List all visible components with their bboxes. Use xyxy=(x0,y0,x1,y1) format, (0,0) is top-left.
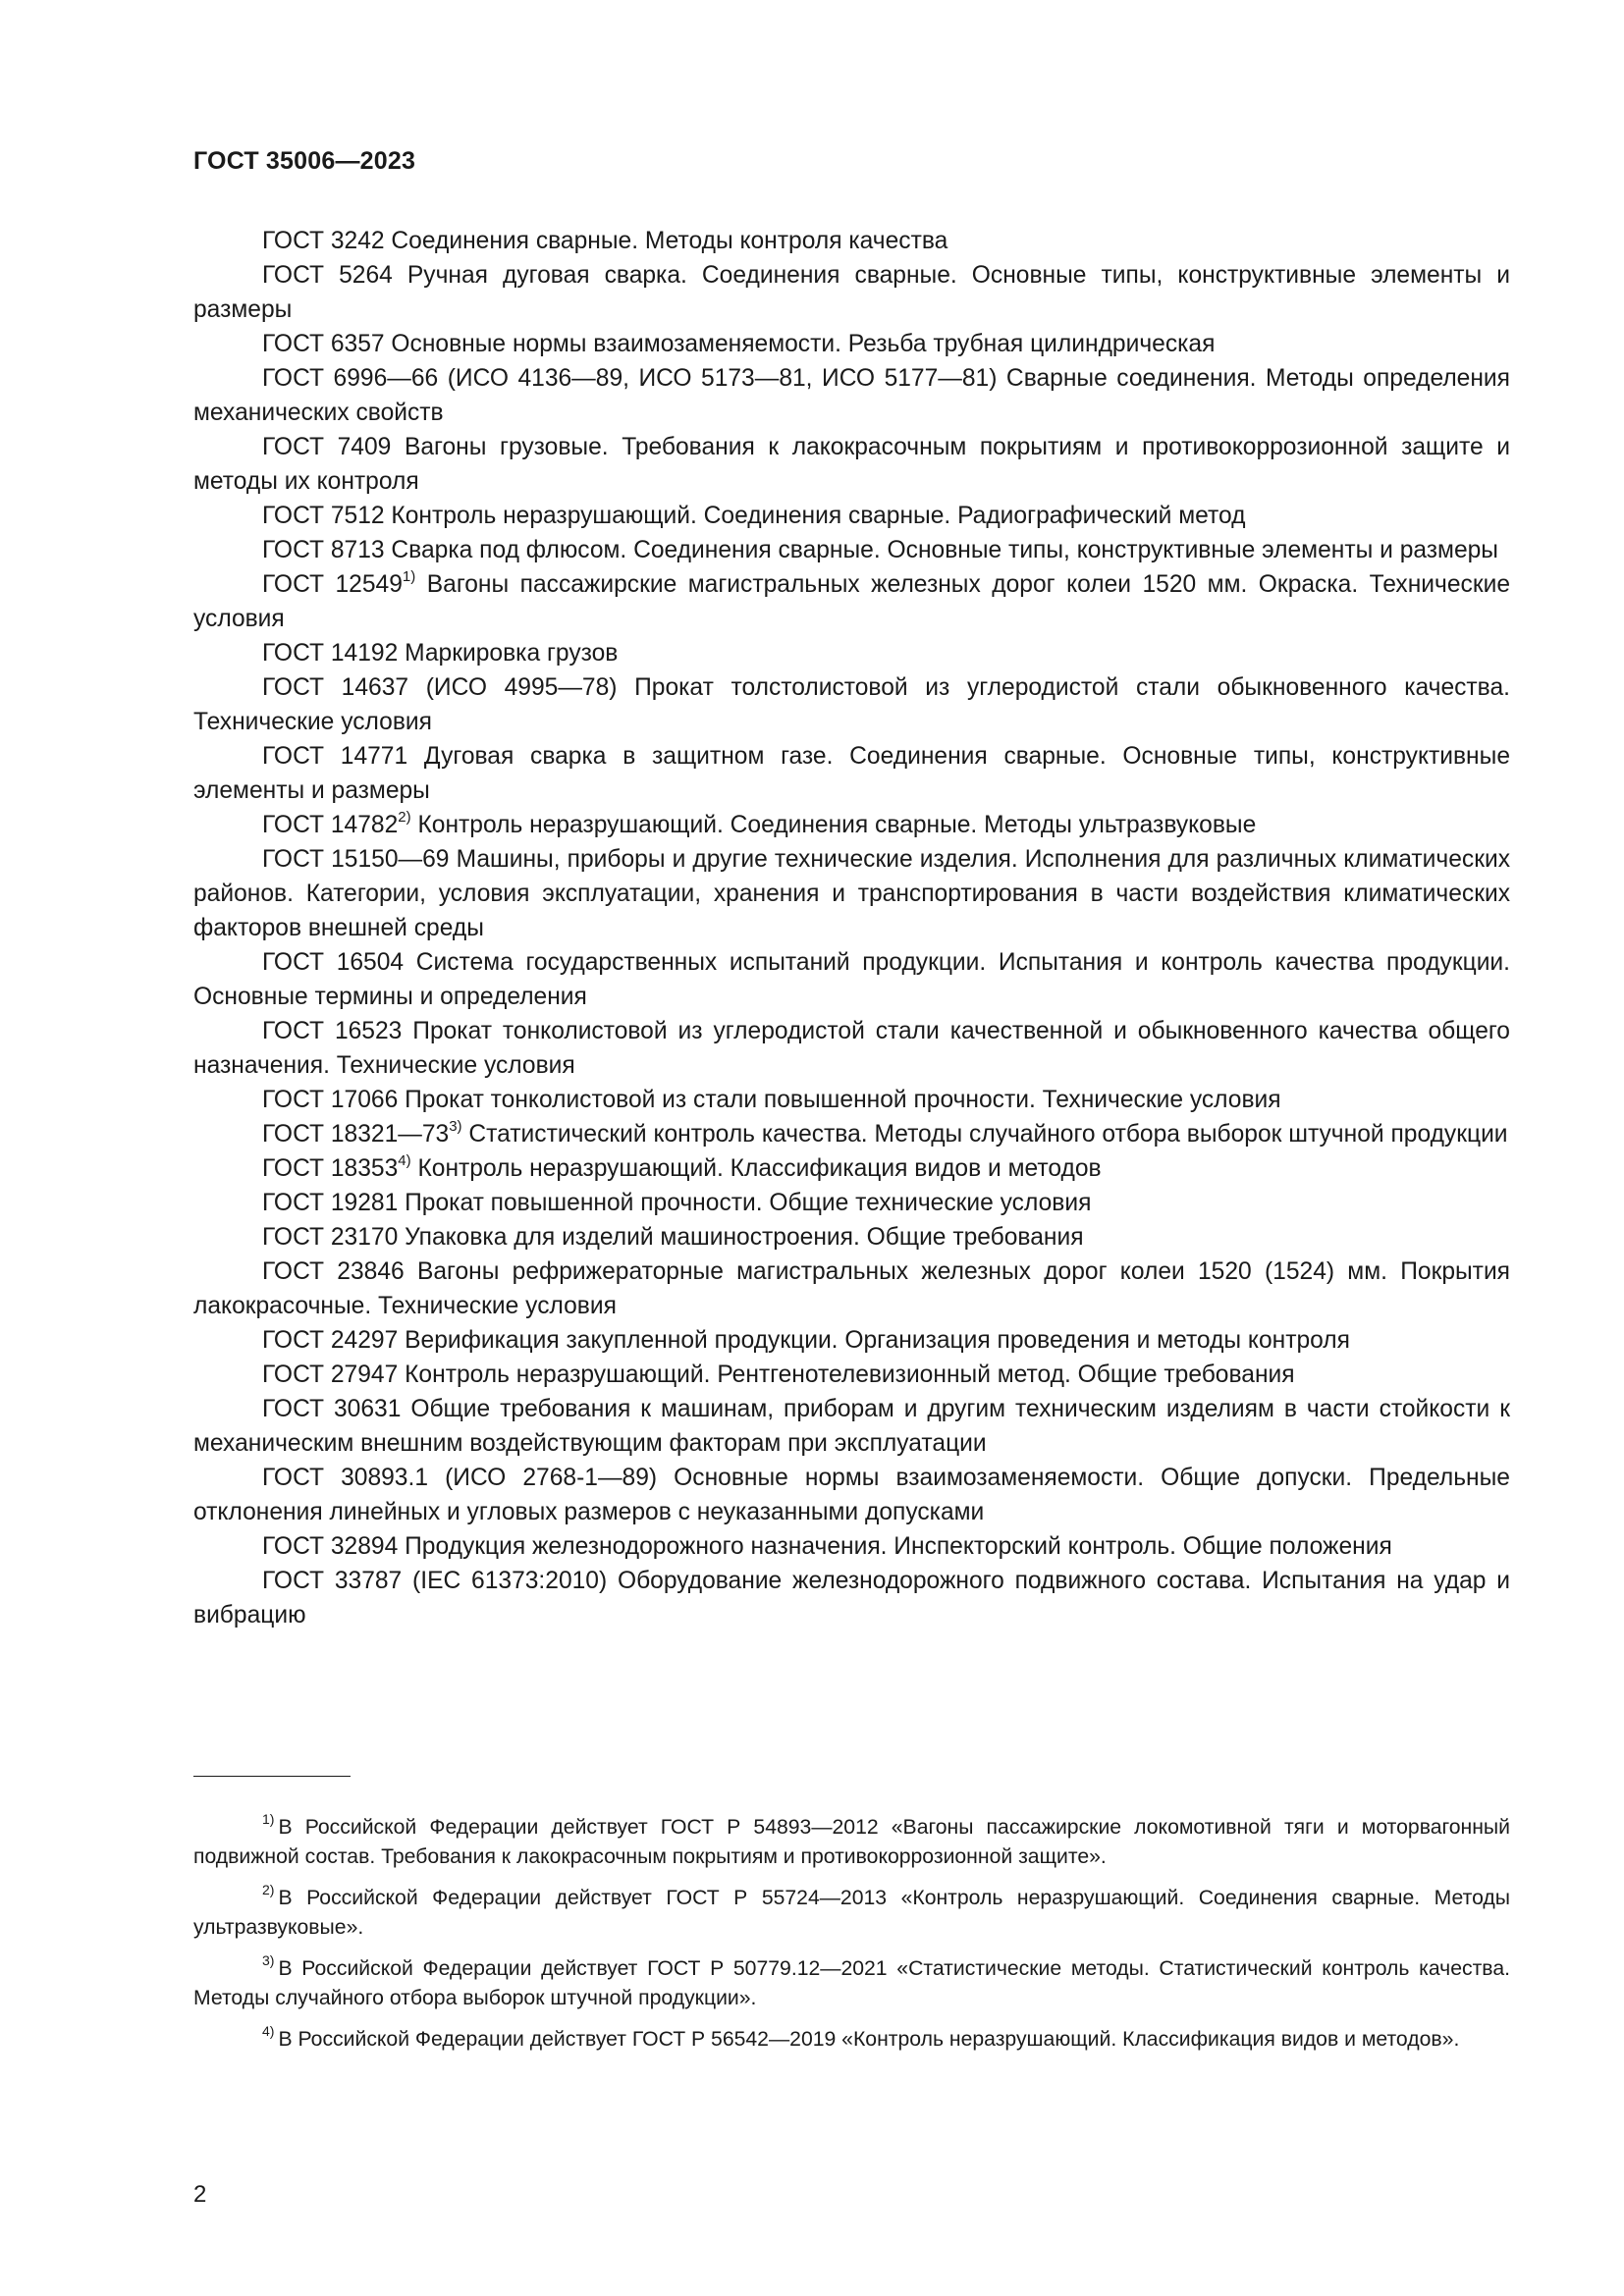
reference-code: ГОСТ 19281 xyxy=(262,1190,399,1216)
reference-item xyxy=(193,327,1510,361)
document-header-title: ГОСТ 35006—2023 xyxy=(193,147,416,175)
reference-footnote-mark: 2) xyxy=(398,809,411,826)
reference-title: Контроль неразрушающий. Соединения сварные. Радиографический метод xyxy=(391,503,1246,529)
reference-code: ГОСТ 24297 xyxy=(262,1327,399,1354)
reference-code: ГОСТ 14771 xyxy=(262,743,408,770)
reference-item xyxy=(193,1255,1510,1323)
reference-title: Продукция железнодорожного назначения. Инспекторский контроль. Общие положения xyxy=(405,1533,1392,1560)
reference-item xyxy=(193,1220,1510,1255)
reference-item xyxy=(193,1117,1510,1151)
reference-title: (ИСО 4995—78) Прокат толстолистовой из углеродистой стали обыкновенного качества. Технические условия xyxy=(193,674,1510,735)
reference-item xyxy=(193,1461,1510,1529)
reference-item xyxy=(193,1564,1510,1632)
reference-code: ГОСТ 7409 xyxy=(262,434,392,460)
reference-item xyxy=(193,1186,1510,1220)
footnote-text: В Российской Федерации действует ГОСТ Р 50779.12—2021 «Статистические методы. Статистический контроль качества. Методы случайного отбора выборок штучной продукции». xyxy=(193,1957,1510,2009)
reference-code: ГОСТ 15150—69 xyxy=(262,846,450,873)
reference-footnote-mark: 4) xyxy=(398,1152,411,1169)
reference-title: Вагоны грузовые. Требования к лакокрасочным покрытиям и противокоррозионной защите и методы их контроля xyxy=(193,434,1510,495)
reference-title: Прокат повышенной прочности. Общие технические условия xyxy=(405,1190,1092,1216)
reference-title: (ИСО 4136—89, ИСО 5173—81, ИСО 5177—81) Сварные соединения. Методы определения механических свойств xyxy=(193,365,1510,426)
reference-code: ГОСТ 17066 xyxy=(262,1087,399,1113)
reference-code: ГОСТ 16523 xyxy=(262,1018,403,1044)
reference-code: ГОСТ 27947 xyxy=(262,1362,399,1388)
footnote-item xyxy=(193,1884,1510,1943)
reference-title: Дуговая сварка в защитном газе. Соединения сварные. Основные типы, конструктивные элементы и размеры xyxy=(193,743,1510,804)
reference-title: Вагоны рефрижераторные магистральных железных дорог колеи 1520 (1524) мм. Покрытия лакокрасочные. Технические условия xyxy=(193,1258,1510,1319)
reference-code: ГОСТ 32894 xyxy=(262,1533,399,1560)
reference-item xyxy=(193,739,1510,808)
reference-code: ГОСТ 7512 xyxy=(262,503,385,529)
reference-title: Система государственных испытаний продукции. Испытания и контроль качества продукции. Основные термины и определения xyxy=(193,949,1510,1010)
reference-title: Машины, приборы и другие технические изделия. Исполнения для различных климатических районов. Категории, условия эксплуатации, хранения и транспортирования в части воздействия климатических факторов внешней среды xyxy=(193,846,1510,941)
footnote-item xyxy=(193,2025,1510,2055)
reference-item xyxy=(193,808,1510,842)
reference-title: Ручная дуговая сварка. Соединения сварные. Основные типы, конструктивные элементы и размеры xyxy=(193,262,1511,323)
reference-item xyxy=(193,636,1510,670)
footnote-text: В Российской Федерации действует ГОСТ Р 56542—2019 «Контроль неразрушающий. Классификация видов и методов». xyxy=(278,2028,1460,2051)
reference-code: ГОСТ 18353 xyxy=(262,1155,399,1182)
footnote-text: В Российской Федерации действует ГОСТ Р 55724—2013 «Контроль неразрушающий. Соединения сварные. Методы ультразвуковые». xyxy=(193,1887,1510,1939)
reference-item xyxy=(193,258,1510,327)
footnote-mark: 1) xyxy=(262,1811,275,1827)
footnote-text: В Российской Федерации действует ГОСТ Р 54893—2012 «Вагоны пассажирские локомотивной тяги и моторвагонный подвижной состав. Требования к лакокрасочным покрытиям и противокоррозионной защите». xyxy=(193,1816,1510,1868)
reference-title: Прокат тонколистовой из углеродистой стали качественной и обыкновенного качества общего назначения. Технические условия xyxy=(193,1018,1510,1079)
reference-code: ГОСТ 30893.1 xyxy=(262,1465,428,1491)
reference-item xyxy=(193,1529,1510,1564)
reference-code: ГОСТ 23170 xyxy=(262,1224,399,1251)
reference-item xyxy=(193,945,1510,1014)
reference-item xyxy=(193,1151,1510,1186)
reference-code: ГОСТ 12549 xyxy=(262,571,403,598)
reference-code: ГОСТ 30631 xyxy=(262,1396,402,1422)
reference-code: ГОСТ 33787 xyxy=(262,1568,403,1594)
reference-item xyxy=(193,1323,1510,1358)
reference-item xyxy=(193,1392,1510,1461)
reference-code: ГОСТ 23846 xyxy=(262,1258,405,1285)
footnotes-list xyxy=(193,1813,1510,2066)
reference-code: ГОСТ 16504 xyxy=(262,949,405,976)
reference-code: ГОСТ 8713 xyxy=(262,537,385,563)
reference-code: ГОСТ 18321—73 xyxy=(262,1121,450,1148)
reference-code: ГОСТ 14782 xyxy=(262,812,399,838)
reference-title: Контроль неразрушающий. Рентгенотелевизионный метод. Общие требования xyxy=(405,1362,1295,1388)
reference-title: Вагоны пассажирские магистральных железных дорог колеи 1520 мм. Окраска. Технические условия xyxy=(193,571,1510,632)
reference-item xyxy=(193,430,1510,499)
reference-code: ГОСТ 14192 xyxy=(262,640,399,667)
reference-code: ГОСТ 6357 xyxy=(262,331,385,357)
normative-references-list xyxy=(193,224,1510,1632)
footnote-mark: 2) xyxy=(262,1882,275,1897)
reference-title: Основные нормы взаимозаменяемости. Резьба трубная цилиндрическая xyxy=(391,331,1216,357)
reference-item xyxy=(193,567,1510,636)
reference-title: (ИСО 2768-1—89) Основные нормы взаимозаменяемости. Общие допуски. Предельные отклонения линейных и угловых размеров с неуказанными допусками xyxy=(193,1465,1510,1525)
footnote-item xyxy=(193,1813,1510,1872)
reference-title: Прокат тонколистовой из стали повышенной прочности. Технические условия xyxy=(405,1087,1281,1113)
reference-code: ГОСТ 14637 xyxy=(262,674,409,701)
page-number: 2 xyxy=(193,2181,207,2208)
footnote-separator xyxy=(193,1776,351,1777)
reference-title: Маркировка грузов xyxy=(405,640,619,667)
reference-item xyxy=(193,842,1510,945)
reference-title: Статистический контроль качества. Методы случайного отбора выборок штучной продукции xyxy=(468,1121,1508,1148)
reference-title: Сварка под флюсом. Соединения сварные. Основные типы, конструктивные элементы и размеры xyxy=(391,537,1498,563)
reference-item xyxy=(193,533,1510,567)
reference-footnote-mark: 1) xyxy=(402,568,416,585)
reference-item xyxy=(193,1083,1510,1117)
reference-item xyxy=(193,1358,1510,1392)
footnote-item xyxy=(193,1954,1510,2013)
reference-item xyxy=(193,361,1510,430)
reference-title: Верификация закупленной продукции. Организация проведения и методы контроля xyxy=(405,1327,1350,1354)
reference-title: Контроль неразрушающий. Соединения сварные. Методы ультразвуковые xyxy=(417,812,1257,838)
reference-item xyxy=(193,1014,1510,1083)
reference-title: Соединения сварные. Методы контроля качества xyxy=(391,228,948,254)
reference-code: ГОСТ 3242 xyxy=(262,228,385,254)
reference-item xyxy=(193,224,1510,258)
reference-footnote-mark: 3) xyxy=(449,1118,462,1135)
reference-item xyxy=(193,499,1510,533)
footnote-mark: 3) xyxy=(262,1952,275,1968)
reference-item xyxy=(193,670,1510,739)
reference-title: Контроль неразрушающий. Классификация видов и методов xyxy=(417,1155,1102,1182)
reference-title: (IEC 61373:2010) Оборудование железнодорожного подвижного состава. Испытания на удар и вибрацию xyxy=(193,1568,1510,1629)
footnote-mark: 4) xyxy=(262,2023,275,2039)
reference-code: ГОСТ 6996—66 xyxy=(262,365,439,392)
reference-title: Общие требования к машинам, приборам и другим техническим изделиям в части стойкости к механическим внешним воздействующим факторам при эксплуатации xyxy=(193,1396,1510,1457)
reference-code: ГОСТ 5264 xyxy=(262,262,393,289)
reference-title: Упаковка для изделий машиностроения. Общие требования xyxy=(405,1224,1084,1251)
